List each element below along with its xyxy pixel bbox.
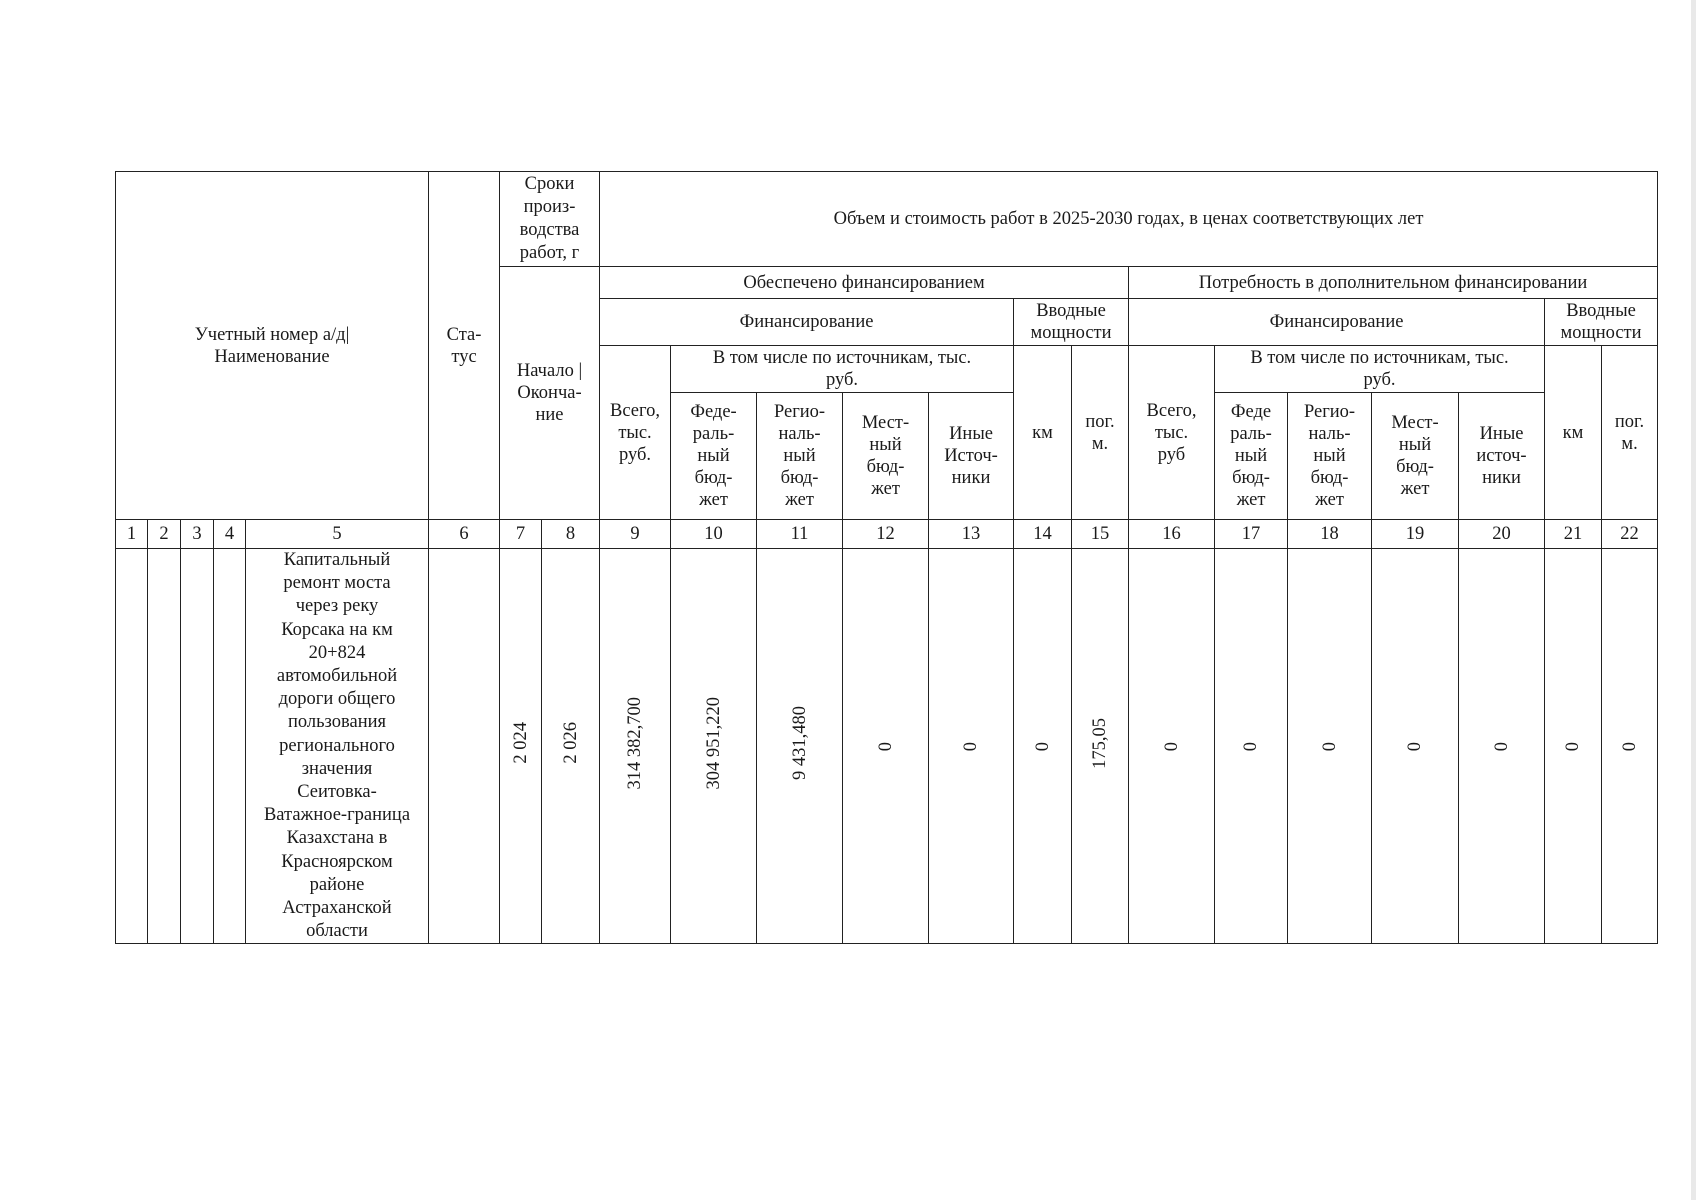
header-start-end: Начало | Оконча- ние [500,267,600,520]
cell-local-additional [1372,549,1459,944]
cell-regional-additional [1288,549,1372,944]
cell-pm-secured [1072,549,1129,944]
cell-start-year [500,549,542,944]
cell-col-4 [214,549,246,944]
column-number: 9 [600,520,671,549]
header-federal-additional: Феде раль- ный бюд- жет [1215,393,1288,520]
pm-additional-value: 0 [1619,741,1640,752]
cell-other-additional [1459,549,1545,944]
header-sources-secured: В том числе по источникам, тыс. руб. [671,346,1014,393]
other-additional-value: 0 [1491,741,1512,752]
column-number: 21 [1545,520,1602,549]
header-km-secured: км [1014,346,1072,520]
start-year-value: 2 024 [510,722,531,765]
regional-secured-value: 9 431,480 [789,706,810,781]
pm-secured-value: 175,05 [1090,717,1111,769]
header-sources-additional: В том числе по источникам, тыс. руб. [1215,346,1545,393]
local-secured-value: 0 [875,741,896,752]
cell-total-secured [600,549,671,944]
cell-federal-additional [1215,549,1288,944]
column-number: 11 [757,520,843,549]
header-local-secured: Мест- ный бюд- жет [843,393,929,520]
header-regional-additional: Регио- наль- ный бюд- жет [1288,393,1372,520]
header-total-secured: Всего, тыс. руб. [600,346,671,520]
regional-additional-value: 0 [1319,741,1340,752]
header-pm-additional: пог. м. [1602,346,1658,520]
cell-col-2 [148,549,181,944]
header-regional-secured: Регио- наль- ный бюд- жет [757,393,843,520]
page-edge [1691,0,1696,1200]
header-other-additional: Иные источ- ники [1459,393,1545,520]
header-total-additional: Всего, тыс. руб [1129,346,1215,520]
km-secured-value: 0 [1032,741,1053,752]
header-secured: Обеспечено финансированием [600,267,1129,299]
cell-km-additional [1545,549,1602,944]
cell-total-additional [1129,549,1215,944]
column-number: 17 [1215,520,1288,549]
column-number: 2 [148,520,181,549]
column-number: 22 [1602,520,1658,549]
column-number: 10 [671,520,757,549]
column-number: 3 [181,520,214,549]
cell-status [429,549,500,944]
end-year-value: 2 026 [560,722,581,765]
column-number-row [116,520,1658,549]
header-additional-need: Потребность в дополнительном финансировании [1129,267,1658,299]
header-local-additional: Мест- ный бюд- жет [1372,393,1459,520]
km-additional-value: 0 [1563,741,1584,752]
cell-pm-additional [1602,549,1658,944]
federal-additional-value: 0 [1241,741,1262,752]
column-number: 8 [542,520,600,549]
header-terms: Сроки произ- водства работ, г [500,172,600,267]
column-number: 18 [1288,520,1372,549]
cell-col-3 [181,549,214,944]
cell-regional-secured [757,549,843,944]
column-number: 19 [1372,520,1459,549]
column-number: 15 [1072,520,1129,549]
header-row-1 [116,172,1658,267]
column-number: 14 [1014,520,1072,549]
header-financing-secured: Финансирование [600,299,1014,346]
header-name: Учетный номер а/д| Наименование [116,172,429,520]
table-row [116,549,1658,944]
cell-km-secured [1014,549,1072,944]
cell-local-secured [843,549,929,944]
total-additional-value: 0 [1161,741,1182,752]
column-number: 1 [116,520,148,549]
object-name: Капитальный ремонт моста через реку Корсака на км 20+824 автомобильной дороги общего пользования регионального значения Сеитовка- Ватажное-граница Казахстана в Красноярском районе Астраханской области [246,549,429,944]
header-federal-secured: Феде- раль- ный бюд- жет [671,393,757,520]
header-pm-secured: пог. м. [1072,346,1129,520]
financing-table [115,171,1658,944]
column-number: 12 [843,520,929,549]
column-number: 7 [500,520,542,549]
cell-other-secured [929,549,1014,944]
column-number: 13 [929,520,1014,549]
federal-secured-value: 304 951,220 [703,696,724,790]
header-other-secured: Иные Источ- ники [929,393,1014,520]
header-capacity-additional: Вводные мощности [1545,299,1658,346]
column-number: 4 [214,520,246,549]
header-financing-additional: Финансирование [1129,299,1545,346]
header-status: Ста- тус [429,172,500,520]
header-capacity-secured: Вводные мощности [1014,299,1129,346]
column-number: 5 [246,520,429,549]
cell-federal-secured [671,549,757,944]
local-additional-value: 0 [1405,741,1426,752]
other-secured-value: 0 [961,741,982,752]
column-number: 20 [1459,520,1545,549]
column-number: 6 [429,520,500,549]
cell-col-1 [116,549,148,944]
total-secured-value: 314 382,700 [625,696,646,790]
header-volume-cost: Объем и стоимость работ в 2025-2030 годах, в ценах соответствующих лет [600,172,1658,267]
cell-end-year [542,549,600,944]
header-km-additional: км [1545,346,1602,520]
column-number: 16 [1129,520,1215,549]
